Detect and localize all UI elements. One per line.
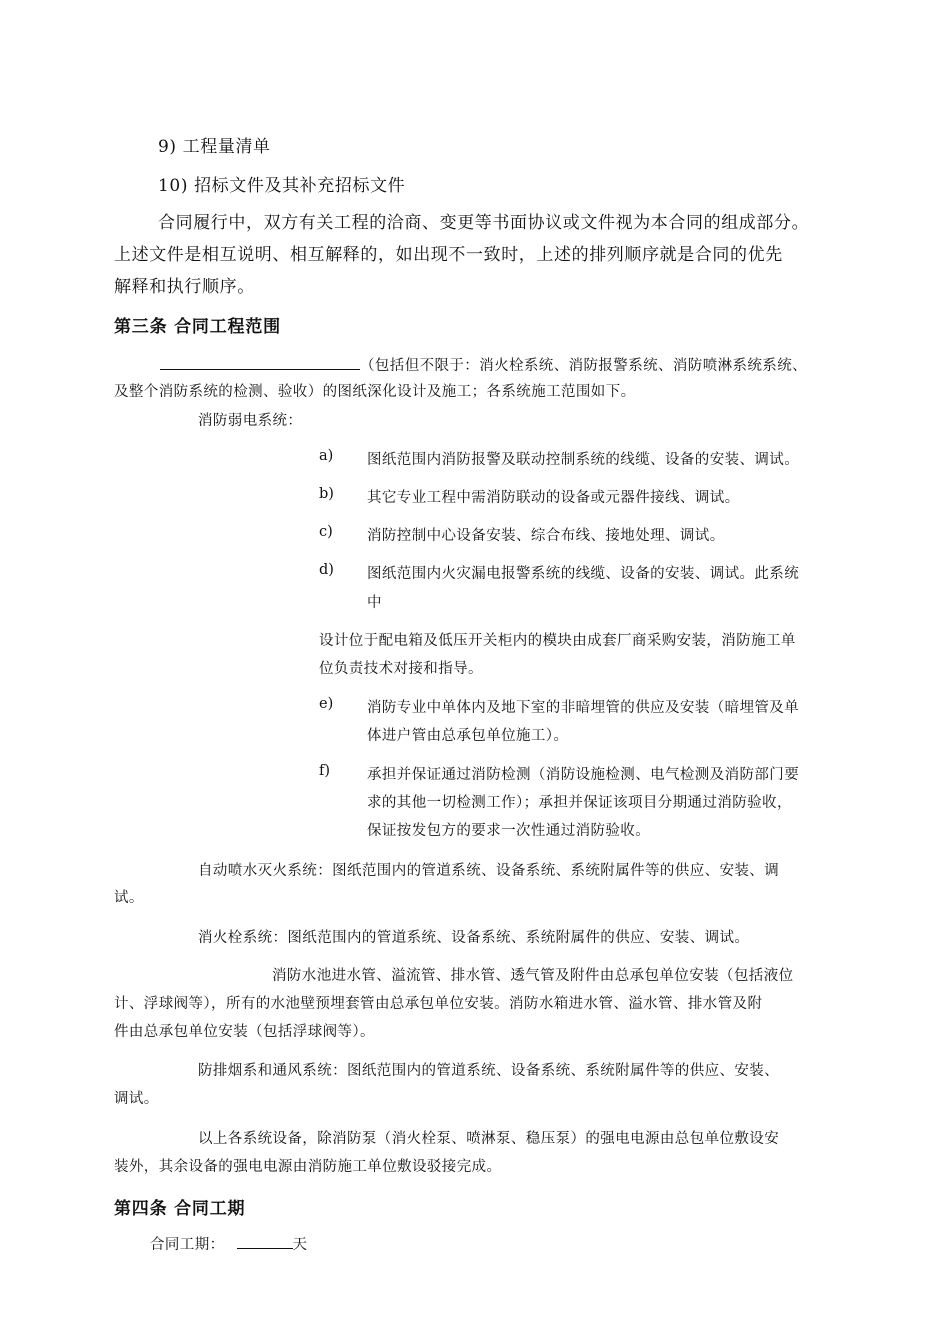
article-4-title: 第四条 合同工期 bbox=[114, 1199, 246, 1219]
list-item-text: 图纸范围内火灾漏电报警系统的线缆、设备的安装、调试。此系统 bbox=[367, 566, 800, 582]
composition-paragraph-line: 上述文件是相互说明、相互解释的，如出现不一致时，上述的排列顺序就是合同的优先 bbox=[114, 245, 783, 265]
item-marker: f) bbox=[319, 763, 331, 779]
doc-list-item-10: 10) 招标文件及其补充招标文件 bbox=[158, 176, 406, 196]
pool-paragraph-line: 消防水池进水管、溢流管、排水管、透气管及附件由总承包单位安装（包括液位 bbox=[272, 968, 794, 984]
smoke-paragraph-line: 防排烟系和通风系统：图纸范围内的管道系统、设备系统、系统附属件等的供应、安装、 bbox=[198, 1063, 780, 1079]
list-item-text: 位负责技术对接和指导。 bbox=[319, 661, 483, 677]
list-item-text: 保证按发包方的要求一次性通过消防验收。 bbox=[367, 823, 651, 839]
pool-paragraph-line: 计、浮球阀等），所有的水池壁预埋套管由总承包单位安装。消防水箱进水管、溢水管、排水管及附 bbox=[114, 996, 763, 1012]
power-paragraph-line: 装外，其余设备的强电电源由消防施工单位敷设驳接完成。 bbox=[114, 1159, 502, 1175]
list-item-text: 消防控制中心设备安装、综合布线、接地处理、调试。 bbox=[367, 528, 725, 544]
list-item-text: 设计位于配电箱及低压开关柜内的模块由成套厂商采购安装，消防施工单 bbox=[319, 633, 796, 649]
contract-period-line bbox=[150, 1232, 307, 1254]
item-marker: a) bbox=[319, 448, 334, 464]
power-paragraph-line: 以上各系统设备，除消防泵（消火栓泵、喷淋泵、稳压泵）的强电电源由总包单位敷设安 bbox=[198, 1131, 780, 1147]
article-3-intro-line bbox=[160, 353, 807, 375]
item-marker: e) bbox=[319, 696, 334, 712]
list-item-text: 其它专业工程中需消防联动的设备或元器件接线、调试。 bbox=[367, 490, 740, 506]
composition-paragraph-line: 解释和执行顺序。 bbox=[114, 277, 255, 297]
item-marker: c) bbox=[319, 524, 333, 540]
weak-current-title: 消防弱电系统： bbox=[198, 413, 303, 429]
item-marker: b) bbox=[319, 486, 334, 502]
list-item-text: 体进户管由总承包单位施工）。 bbox=[367, 728, 569, 744]
hydrant-paragraph: 消火栓系统：图纸范围内的管道系统、设备系统、系统附属件的供应、安装、调试。 bbox=[198, 930, 750, 946]
smoke-paragraph-line: 调试。 bbox=[114, 1091, 159, 1107]
article-3-title: 第三条 合同工程范围 bbox=[114, 317, 281, 337]
pool-paragraph-line: 件由总承包单位安装（包括浮球阀等）。 bbox=[114, 1024, 375, 1040]
article-3-intro-text: （包括但不限于：消火栓系统、消防报警系统、消防喷淋系统系统、 bbox=[360, 358, 807, 374]
contract-period-label: 合同工期： bbox=[150, 1237, 225, 1253]
list-item-text: 中 bbox=[367, 595, 382, 611]
list-item-text: 求的其他一切检测工作）；承担并保证该项目分期通过消防验收， bbox=[367, 795, 792, 811]
composition-paragraph-line: 合同履行中，双方有关工程的洽商、变更等书面协议或文件视为本合同的组成部分。 bbox=[158, 213, 810, 233]
contract-period-blank bbox=[237, 1232, 293, 1249]
contract-period-unit: 天 bbox=[292, 1237, 308, 1253]
project-name-blank bbox=[160, 353, 360, 370]
list-item-text: 图纸范围内消防报警及联动控制系统的线缆、设备的安装、调试。 bbox=[367, 452, 800, 468]
item-marker: d) bbox=[319, 562, 334, 578]
list-item-text: 承担并保证通过消防检测（消防设施检测、电气检测及消防部门要 bbox=[367, 767, 800, 783]
article-3-intro-line: 及整个消防系统的检测、验收）的图纸深化设计及施工；各系统施工范围如下。 bbox=[114, 384, 636, 400]
list-item-text: 消防专业中单体内及地下室的非暗埋管的供应及安装（暗埋管及单 bbox=[367, 700, 800, 716]
doc-list-item-9: 9) 工程量清单 bbox=[158, 137, 271, 157]
sprinkler-paragraph-line: 自动喷水灭火系统：图纸范围内的管道系统、设备系统、系统附属件等的供应、安装、调 bbox=[198, 863, 780, 879]
sprinkler-paragraph-line: 试。 bbox=[114, 890, 144, 906]
